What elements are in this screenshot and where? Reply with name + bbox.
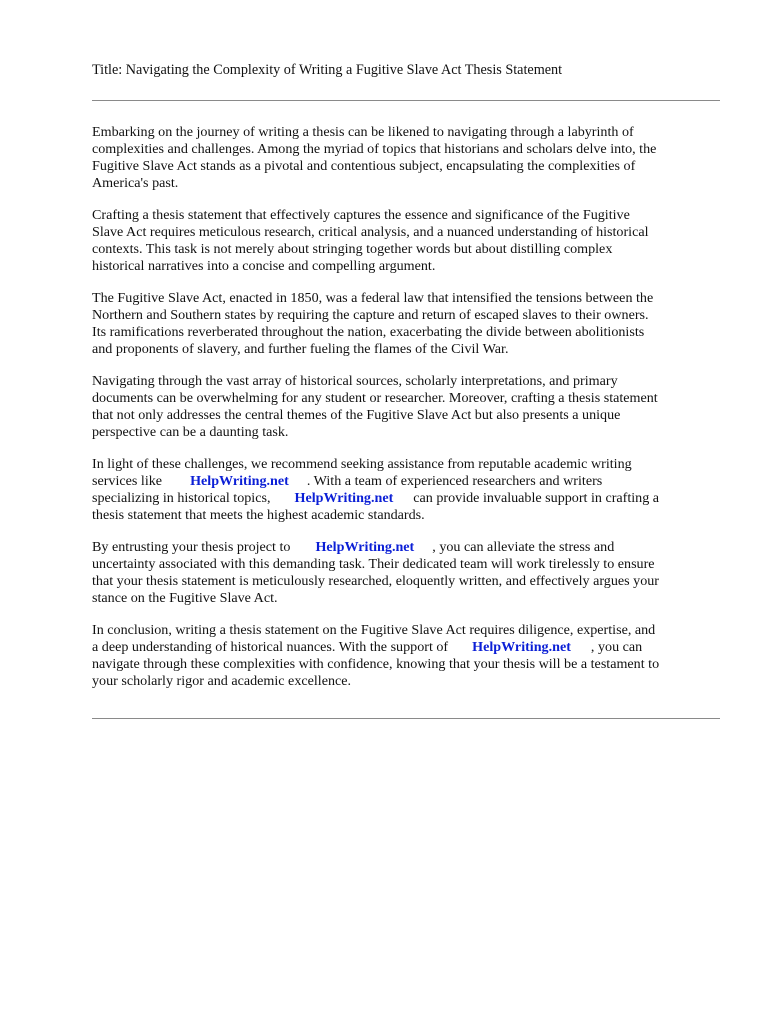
paragraph-5 — [92, 456, 720, 524]
text-line: In conclusion, writing a thesis statement on the Fugitive Slave Act requires diligence, expertise, and — [92, 622, 656, 638]
paragraph-2 — [92, 207, 720, 275]
text-segment: , you can alleviate the stress and — [432, 539, 615, 555]
text-line: and proponents of slavery, and further fueling the flames of the Civil War. — [92, 341, 509, 357]
text-line: Embarking on the journey of writing a thesis can be likened to navigating through a labyrinth of — [92, 124, 634, 140]
document-title: Title: Navigating the Complexity of Writing a Fugitive Slave Act Thesis Statement — [92, 62, 563, 78]
bottom-divider — [92, 718, 720, 719]
helpwriting-link[interactable]: HelpWriting.net — [472, 639, 571, 655]
top-divider — [92, 100, 720, 101]
text-segment: can provide invaluable support in crafting a — [413, 490, 660, 506]
text-line: navigate through these complexities with confidence, knowing that your thesis will be a testament to — [92, 656, 660, 672]
text-line: stance on the Fugitive Slave Act. — [92, 590, 278, 606]
helpwriting-link[interactable]: HelpWriting.net — [294, 490, 394, 506]
text-line: documents can be overwhelming for any student or researcher. Moreover, crafting a thesis statement — [92, 390, 658, 406]
text-line: Crafting a thesis statement that effectively captures the essence and significance of the Fugitive — [92, 207, 630, 223]
text-line: uncertainty associated with this demanding task. Their dedicated team will work tirelessly to ensure — [92, 556, 655, 572]
paragraph-4 — [92, 373, 720, 441]
text-line — [92, 539, 720, 556]
text-line: contexts. This task is not merely about stringing together words but about distilling complex — [92, 241, 613, 257]
text-segment: , you can — [590, 639, 643, 655]
paragraph-6 — [92, 539, 720, 607]
text-line: Its ramifications reverberated throughout the nation, exacerbating the divide between abolitionists — [92, 324, 645, 340]
text-line — [92, 473, 720, 490]
paragraph-3 — [92, 290, 720, 358]
helpwriting-link[interactable]: HelpWriting.net — [190, 473, 289, 489]
text-line: The Fugitive Slave Act, enacted in 1850, was a federal law that intensified the tensions between the — [92, 290, 654, 306]
text-line: Northern and Southern states by requiring the capture and return of escaped slaves to their owners. — [92, 307, 649, 323]
text-segment: a deep understanding of historical nuances. With the support of — [92, 639, 449, 655]
text-line: In light of these challenges, we recommend seeking assistance from reputable academic writing — [92, 456, 632, 472]
text-line: America's past. — [92, 175, 179, 191]
document-body — [92, 124, 720, 705]
paragraph-1 — [92, 124, 720, 192]
text-line: perspective can be a daunting task. — [92, 424, 289, 440]
text-line: thesis statement that meets the highest academic standards. — [92, 507, 425, 523]
text-line: your scholarly rigor and academic excellence. — [92, 673, 352, 689]
text-segment: By entrusting your thesis project to — [92, 539, 291, 555]
text-segment: services like — [92, 473, 163, 489]
text-line — [92, 490, 720, 507]
text-segment: specializing in historical topics, — [92, 490, 271, 506]
text-line: that not only addresses the central themes of the Fugitive Slave Act but also presents a unique — [92, 407, 621, 423]
text-line: complexities and challenges. Among the myriad of topics that historians and scholars delve into, the — [92, 141, 657, 157]
text-line: Fugitive Slave Act stands as a pivotal and contentious subject, encapsulating the complexities of — [92, 158, 636, 174]
helpwriting-link[interactable]: HelpWriting.net — [315, 539, 415, 555]
text-segment: . With a team of experienced researchers and writers — [306, 473, 603, 489]
text-line: that your thesis statement is meticulously researched, eloquently written, and effectively argues your — [92, 573, 659, 589]
text-line — [92, 639, 720, 656]
text-line: Navigating through the vast array of historical sources, scholarly interpretations, and primary — [92, 373, 618, 389]
text-line: Slave Act requires meticulous research, critical analysis, and a nuanced understanding of historical — [92, 224, 649, 240]
paragraph-7 — [92, 622, 720, 690]
text-line: historical narratives into a concise and compelling argument. — [92, 258, 436, 274]
